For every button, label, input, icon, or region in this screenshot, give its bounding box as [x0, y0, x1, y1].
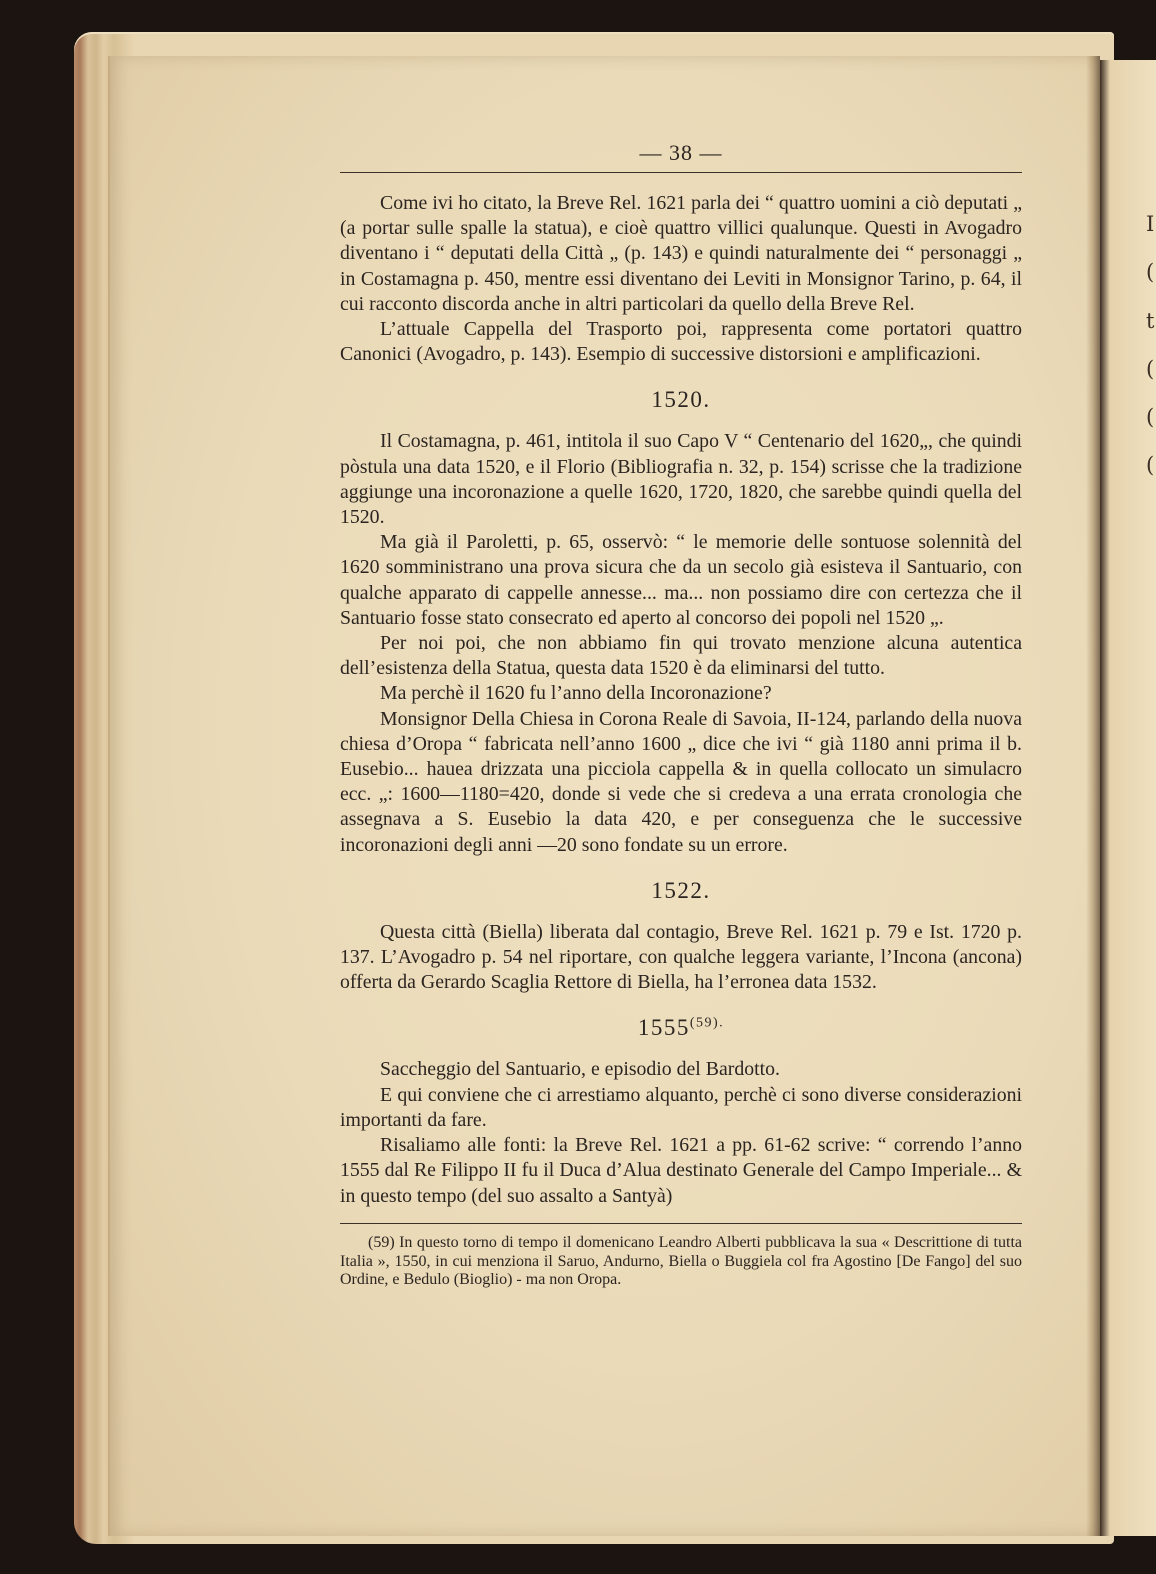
- facing-fragment: (: [1146, 356, 1155, 381]
- footnote-rule: [340, 1223, 1022, 1224]
- header-rule: [340, 172, 1022, 173]
- facing-fragment: (: [1146, 260, 1155, 285]
- facing-fragment: (: [1146, 453, 1155, 478]
- paragraph: Monsignor Della Chiesa in Corona Reale di Savoia, II-124, parlando della nuova chiesa d’Oropa “ fabricata nell’anno 1600 „ dice che ivi “ già 1180 anni prima il b. Eusebio... hauea drizzata una picciola cappella & in quella collocato un simulacro ecc. „: 1600—1180=420, donde si vede che si credeva a una errata cronologia che assegnava a S. Eusebio la data 420, e per conseguenza che le successive incoronazioni degli anni —20 sono fondate su un errore.: [340, 707, 1022, 856]
- page-content: [340, 140, 1022, 1290]
- facing-fragment: (: [1146, 405, 1155, 430]
- paragraph: Ma perchè il 1620 fu l’anno della Incoronazione?: [380, 682, 772, 705]
- facing-fragment: t: [1146, 308, 1155, 333]
- footnote: (59) In questo torno di tempo il domenicano Leandro Alberti pubblicava la sua « Descrittione di tutta Italia », 1550, in cui menziona il Saruo, Andurno, Biella o Buggiela col fra Agostino [De Fango] del suo Ordine, e Bedulo (Bioglio) - ma non Oropa.: [340, 1233, 1022, 1289]
- facing-fragment: I: [1146, 212, 1155, 236]
- section-heading-1555: [340, 1015, 1022, 1041]
- paragraph: L’attuale Cappella del Trasporto poi, rappresenta come portatori quattro Canonici (Avogadro, p. 143). Esempio di successive distorsioni e amplificazioni.: [340, 318, 1022, 366]
- paragraph: Per noi poi, che non abbiamo fin qui trovato menzione alcuna autentica dell’esistenza della Statua, questa data 1520 è da eliminarsi del tutto.: [340, 632, 1022, 680]
- facing-page-text: [1146, 200, 1154, 490]
- section-heading-1520: 1520.: [651, 387, 711, 413]
- paragraph: Come ivi ho citato, la Breve Rel. 1621 parla dei “ quattro uomini a ciò deputati „ (a portar sulle spalle la statua), e cioè quattro villici qualunque. Questi in Avogadro diventano i “ deputati della Città „ (p. 143) e quindi naturalmente dei “ personaggi „ in Costamagna p. 450, mentre essi diventano dei Leviti in Monsignor Tarino, p. 64, il cui racconto discorda anche in altri particolari da quello della Breve Rel.: [340, 192, 1022, 315]
- paragraph: Il Costamagna, p. 461, intitola il suo Capo V “ Centenario del 1620„, che quindi pòstula una data 1520, e il Florio (Bibliografia n. 32, p. 154) scrisse che la tradizione aggiunge una incoronazione a quelle 1620, 1720, 1820, che sarebbe quindi quella del 1520.: [340, 430, 1022, 529]
- footnote-ref: (59).: [689, 1015, 725, 1031]
- section-heading-1522: 1522.: [651, 877, 711, 903]
- paragraph: Risaliamo alle fonti: la Breve Rel. 1621 a pp. 61-62 scrive: “ correndo l’anno 1555 dal Re Filippo II fu il Duca d’Alua destinato Generale del Campo Imperiale... & in questo tempo (del suo assalto a Santyà): [340, 1134, 1022, 1207]
- paragraph: Saccheggio del Santuario, e episodio del Bardotto.: [380, 1058, 780, 1081]
- paragraph: E qui conviene che ci arrestiamo alquanto, perchè ci sono diverse considerazioni importanti da fare.: [340, 1083, 1022, 1131]
- section-heading-year: 1555: [637, 1015, 690, 1041]
- page-gutter: [1086, 56, 1100, 1536]
- paragraph: Ma già il Paroletti, p. 65, osservò: “ le memorie delle sontuose solennità del 1620 somministrano una prova sicura che da un secolo già esisteva il Santuario, con qualche apparato di cappelle annesse... ma... non possiamo dire con certezza che il Santuario fosse stato consecrato ed aperto al concorso dei popoli nel 1520 „.: [340, 531, 1022, 629]
- page-number: — 38 —: [639, 140, 723, 165]
- paragraph: Questa città (Biella) liberata dal contagio, Breve Rel. 1621 p. 79 e Ist. 1720 p. 137. L’Avogadro p. 54 nel riportare, con qualche leggera variante, l’Incona (ancona) offerta da Gerardo Scaglia Rettore di Biella, ha l’erronea data 1532.: [340, 920, 1022, 994]
